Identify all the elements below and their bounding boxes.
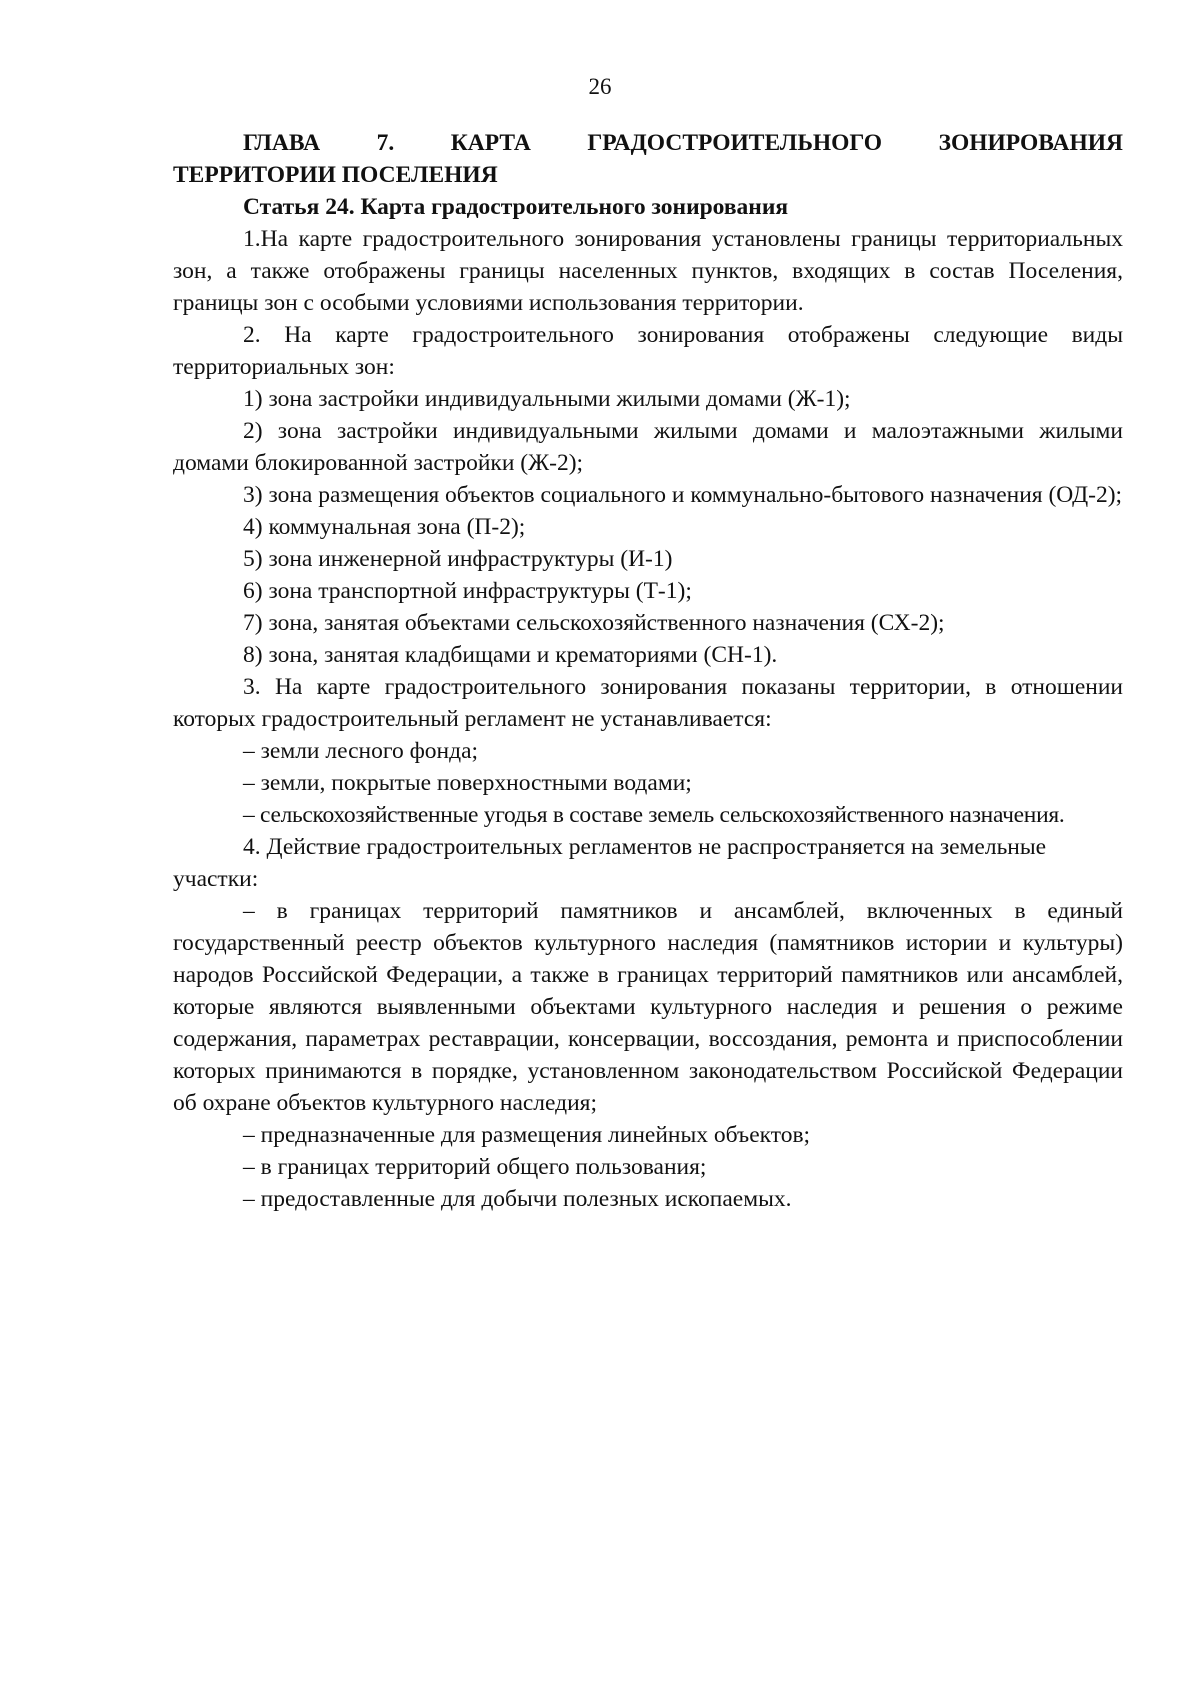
document-body	[173, 127, 1123, 1215]
list-item: – земли, покрытые поверхностными водами;	[243, 770, 692, 796]
list-item: – предоставленные для добычи полезных ископаемых.	[243, 1186, 792, 1212]
article-title: Статья 24. Карта градостроительного зонирования	[243, 194, 789, 220]
paragraph-2: 2. На карте градостроительного зонирования отображены следующие виды территориальных зон:	[173, 322, 1123, 380]
zone-item: 1) зона застройки индивидуальными жилыми домами (Ж-1);	[243, 386, 851, 412]
zone-item: 2) зона застройки индивидуальными жилыми домами и малоэтажными жилыми домами блокированной застройки (Ж-2);	[173, 418, 1123, 476]
zone-item: 8) зона, занятая кладбищами и крематориями (СН-1).	[243, 642, 778, 668]
zone-item: 4) коммунальная зона (П-2);	[243, 514, 526, 540]
chapter-title-line2: ТЕРРИТОРИИ ПОСЕЛЕНИЯ	[173, 162, 498, 188]
chapter-title-line1: ГЛАВА 7. КАРТА ГРАДОСТРОИТЕЛЬНОГО ЗОНИРОВАНИЯ	[243, 130, 1123, 156]
paragraph-4: 4. Действие градостроительных регламентов не распространяется на земельные участки:	[173, 834, 1047, 892]
zone-item: 6) зона транспортной инфраструктуры (Т-1);	[243, 578, 692, 604]
zone-item: 5) зона инженерной инфраструктуры (И-1)	[243, 546, 673, 572]
list-item: – сельскохозяйственные угодья в составе земель сельскохозяйственного назначения.	[243, 802, 1065, 828]
page-number: 26	[588, 74, 612, 99]
list-item: – в границах территорий общего пользования;	[243, 1154, 707, 1180]
zone-item: 7) зона, занятая объектами сельскохозяйственного назначения (СХ-2);	[243, 610, 945, 636]
list-item: – в границах территорий памятников и ансамблей, включенных в единый государственный реестр объектов культурного наследия (памятников истории и культуры) народов Российской Федерации, а также в границах территорий памятников или ансамблей, которые являются выявленными объектами культурного наследия и решения о режиме содержания, параметрах реставрации, консервации, воссоздания, ремонта и приспособлении которых принимаются в порядке, установленном законодательством Российской Федерации об охране объектов культурного наследия;	[173, 898, 1123, 1116]
list-item: – земли лесного фонда;	[243, 738, 479, 764]
paragraph-3: 3. На карте градостроительного зонирования показаны территории, в отношении которых градостроительный регламент не устанавливается:	[173, 674, 1123, 732]
zone-item: 3) зона размещения объектов социального и коммунально-бытового назначения (ОД-2);	[243, 482, 1123, 508]
chapter-title	[173, 127, 1123, 191]
list-item: – предназначенные для размещения линейных объектов;	[243, 1122, 811, 1148]
paragraph-1: 1.На карте градостроительного зонирования установлены границы территориальных зон, а также отображены границы населенных пунктов, входящих в состав Поселения, границы зон с особыми условиями использования территории.	[173, 226, 1123, 316]
